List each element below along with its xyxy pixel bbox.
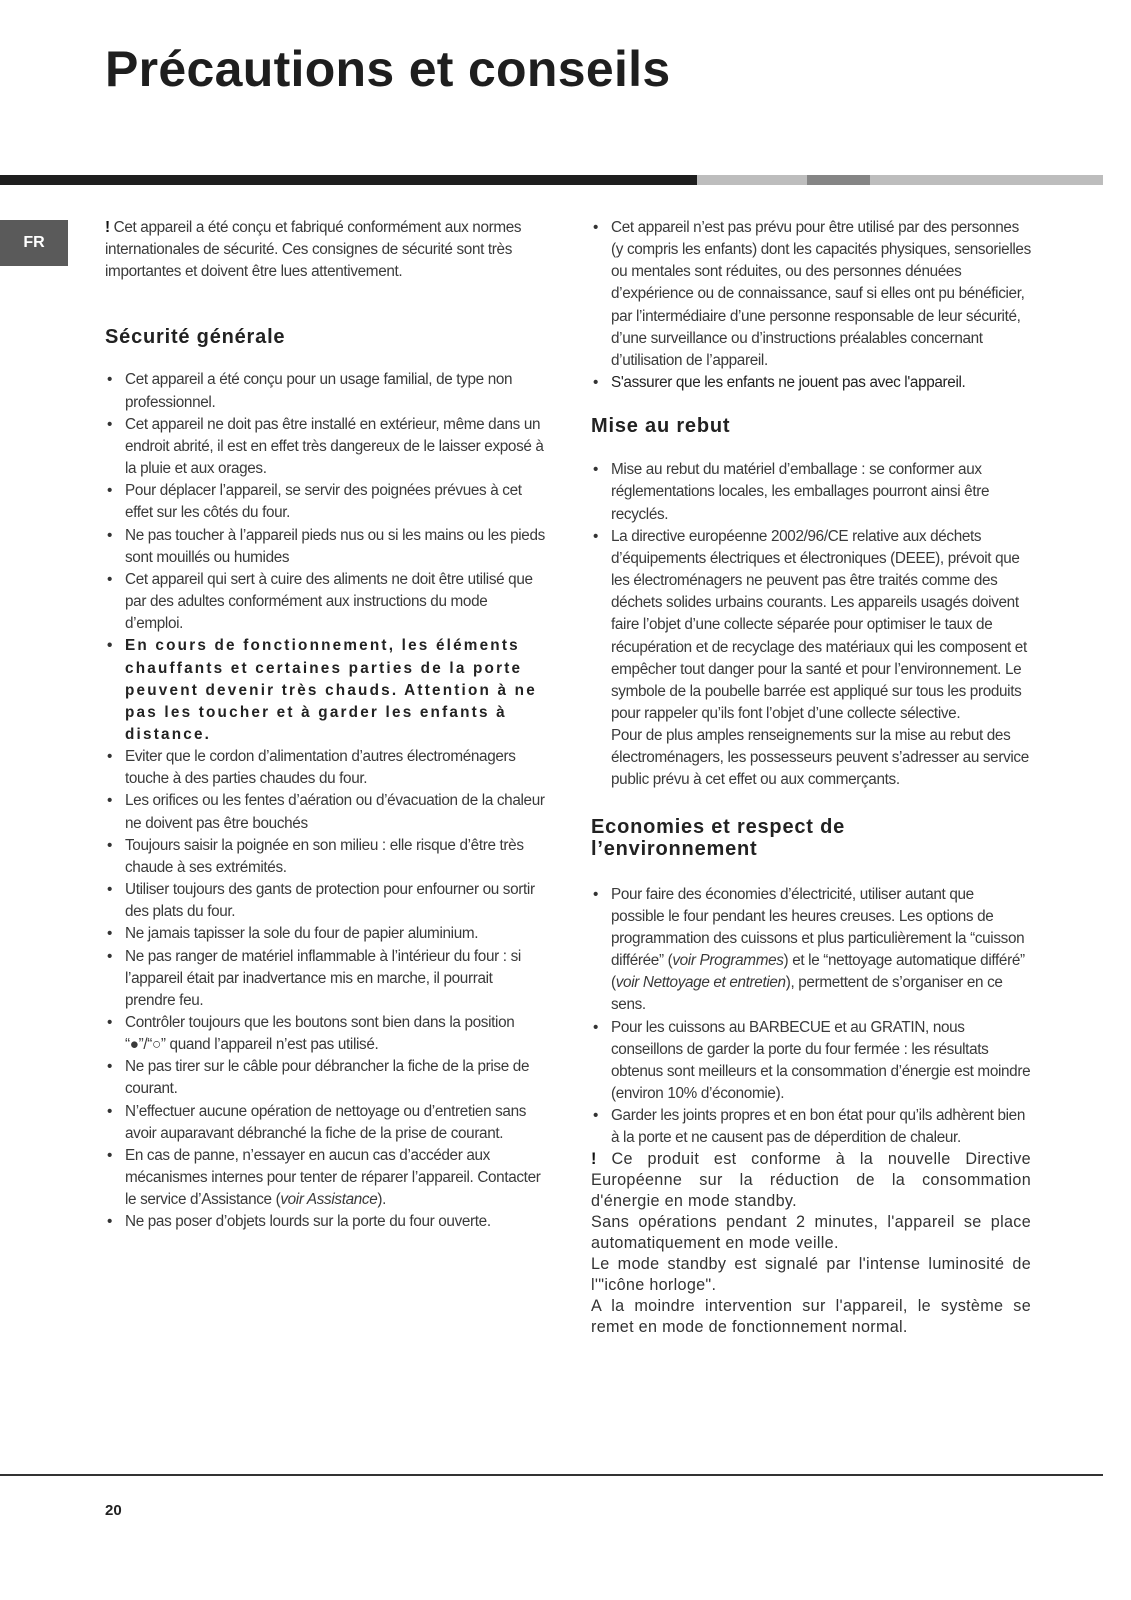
header-bar-light-end	[870, 175, 1103, 185]
intro-paragraph	[105, 217, 545, 283]
page-number: 20	[105, 1502, 122, 1519]
rebut-list	[591, 459, 1031, 725]
section-heading-securite: Sécurité générale	[105, 326, 286, 349]
list-item: • Cet appareil n’est pas prévu pour être utilisé par des personnes (y compris les enfants) dont les capacités physiques, sensorielles ou mentales sont réduites, ou des personnes dénuées d’expérience ou de connaissance, sauf si elles ont pu bénéficier, par l’intermédiaire d’une personne responsable de leur sécurité, d’une surveillance ou d’instructions préalables concernant d’utilisation de l’appareil.	[591, 217, 1031, 372]
item-text: ), permettent de s’organiser en ce sens.	[611, 974, 1003, 1014]
list-item: • Ne jamais tapisser la sole du four de papier aluminium.	[105, 923, 545, 945]
standby-note	[591, 1149, 1031, 1212]
reference-link: voir Assistance	[280, 1191, 378, 1209]
standby-text: Ce produit est conforme à la nouvelle Directive Européenne sur la réduction de la consommation d'énergie en mode standby.	[591, 1150, 1031, 1211]
header-bar-dark	[0, 175, 697, 185]
language-tab: FR	[0, 220, 68, 266]
list-item: • Pour les cuissons au BARBECUE et au GRATIN, nous conseillons de garder la porte du four fermée : les résultats obtenus sont meilleurs et la consommation d’énergie est moindre (environ 10% d’économie).	[591, 1017, 1031, 1106]
list-item: • La directive européenne 2002/96/CE relative aux déchets d’équipements électriques et électroniques (DEEE), prévoit que les électroménagers ne peuvent pas être traités comme des déchets solides urbains courants. Les appareils usagés doivent faire l’objet d’une collecte séparée pour optimiser le taux de récupération et de recyclage des matériaux qui les composent et empêcher tout danger pour la santé et pour l’environnement. Le symbole de la poubelle barrée est appliqué sur tous les produits pour rappeler qu’ils font l’objet d’une collecte sélective.	[591, 526, 1031, 725]
standby-text: Le mode standby est signalé par l'intense luminosité de l'"icône horloge".	[591, 1255, 1031, 1295]
item-text: ).	[377, 1191, 387, 1209]
intro-text: Cet appareil a été conçu et fabriqué conformément aux normes internationales de sécurité. Ces consignes de sécurité sont très importantes et doivent être lues attentivement.	[105, 219, 522, 281]
rebut-extra: Pour de plus amples renseignements sur la mise au rebut des électroménagers, les possesseurs peuvent s’adresser au service public prévu à cet effet ou aux commerçants.	[611, 727, 1029, 789]
item-text: ) et le “nettoyage automatique différé” (	[611, 952, 1025, 992]
header-bar-mid	[807, 175, 870, 185]
list-item: • S'assurer que les enfants ne jouent pas avec l'appareil.	[591, 372, 1031, 394]
page-title: Précautions et conseils	[105, 41, 671, 97]
list-item-warning: • En cours de fonctionnement, les éléments chauffants et certaines parties de la porte peuvent devenir très chauds. Attention à ne pas les toucher et à garder les enfants à distance.	[105, 635, 545, 746]
right-column	[591, 217, 1031, 1338]
warning-mark: !	[105, 219, 110, 236]
reference-link: voir Nettoyage et entretien	[615, 974, 786, 992]
list-item: • Eviter que le cordon d’alimentation d’autres électroménagers touche à des parties chaudes du four.	[105, 746, 545, 790]
left-column	[105, 217, 545, 1234]
header-bar-light	[697, 175, 807, 185]
item-text: Pour faire des économies d’électricité, utiliser autant que possible le four pendant les heures creuses. Les options de programmation des cuissons et plus particulièrement la “cuisson différée” (	[611, 885, 1025, 970]
list-item	[591, 884, 1031, 1017]
list-item: • Cet appareil a été conçu pour un usage familial, de type non professionnel.	[105, 369, 545, 413]
list-item: • Utiliser toujours des gants de protection pour enfourner ou sortir des plats du four.	[105, 879, 545, 923]
list-item: • Cet appareil ne doit pas être installé en extérieur, même dans un endroit abrité, il est en effet très dangereux de le laisser exposé à la pluie et aux orages.	[105, 414, 545, 480]
list-item: • Cet appareil qui sert à cuire des aliments ne doit être utilisé que par des adultes conformément aux instructions du mode d’emploi.	[105, 569, 545, 635]
list-item: • Ne pas poser d’objets lourds sur la porte du four ouverte.	[105, 1211, 545, 1233]
footer-rule	[0, 1474, 1103, 1476]
list-item: • Toujours saisir la poignée en son milieu : elle risque d’être très chaude à ses extrémités.	[105, 835, 545, 879]
list-item: • Ne pas tirer sur le câble pour débrancher la fiche de la prise de courant.	[105, 1056, 545, 1100]
reference-link: voir Programmes	[672, 952, 784, 970]
standby-text: A la moindre intervention sur l'appareil, le système se remet en mode de fonctionnement normal.	[591, 1297, 1031, 1337]
securite-list	[105, 369, 545, 1233]
list-item: • Ne pas toucher à l’appareil pieds nus ou si les mains ou les pieds sont mouillés ou humides	[105, 525, 545, 569]
list-item: • Les orifices ou les fentes d’aération ou d’évacuation de la chaleur ne doivent pas être bouchés	[105, 790, 545, 834]
economies-list	[591, 884, 1031, 1150]
section-heading-economies: Economies et respect de l’environnement	[591, 815, 846, 860]
list-item: • Mise au rebut du matériel d’emballage : se conformer aux réglementations locales, les emballages pourront ainsi être recyclés.	[591, 459, 1031, 525]
standby-text: Sans opérations pendant 2 minutes, l'appareil se place automatiquement en mode veille.	[591, 1213, 1031, 1253]
list-item: • Garder les joints propres et en bon état pour qu’ils adhèrent bien à la porte et ne causent pas de déperdition de chaleur.	[591, 1105, 1031, 1149]
warning-mark: !	[591, 1150, 597, 1169]
list-item: • Contrôler toujours que les boutons sont bien dans la position “●”/“○” quand l’appareil n’est pas utilisé.	[105, 1012, 545, 1056]
list-item	[105, 1145, 545, 1211]
safety-list-continued	[591, 217, 1031, 394]
section-heading-rebut: Mise au rebut	[591, 415, 731, 438]
list-item: • Ne pas ranger de matériel inflammable à l’intérieur du four : si l’appareil était par inadvertance mis en marche, il pourrait prendre feu.	[105, 946, 545, 1012]
list-item: • N’effectuer aucune opération de nettoyage ou d’entretien sans avoir auparavant débranché la fiche de la prise de courant.	[105, 1101, 545, 1145]
item-text: En cas de panne, n’essayer en aucun cas d’accéder aux mécanismes internes pour tenter de réparer l’appareil. Contacter le service d’Assistance (	[125, 1146, 541, 1209]
list-item: • Pour déplacer l’appareil, se servir des poignées prévues à cet effet sur les côtés du four.	[105, 480, 545, 524]
